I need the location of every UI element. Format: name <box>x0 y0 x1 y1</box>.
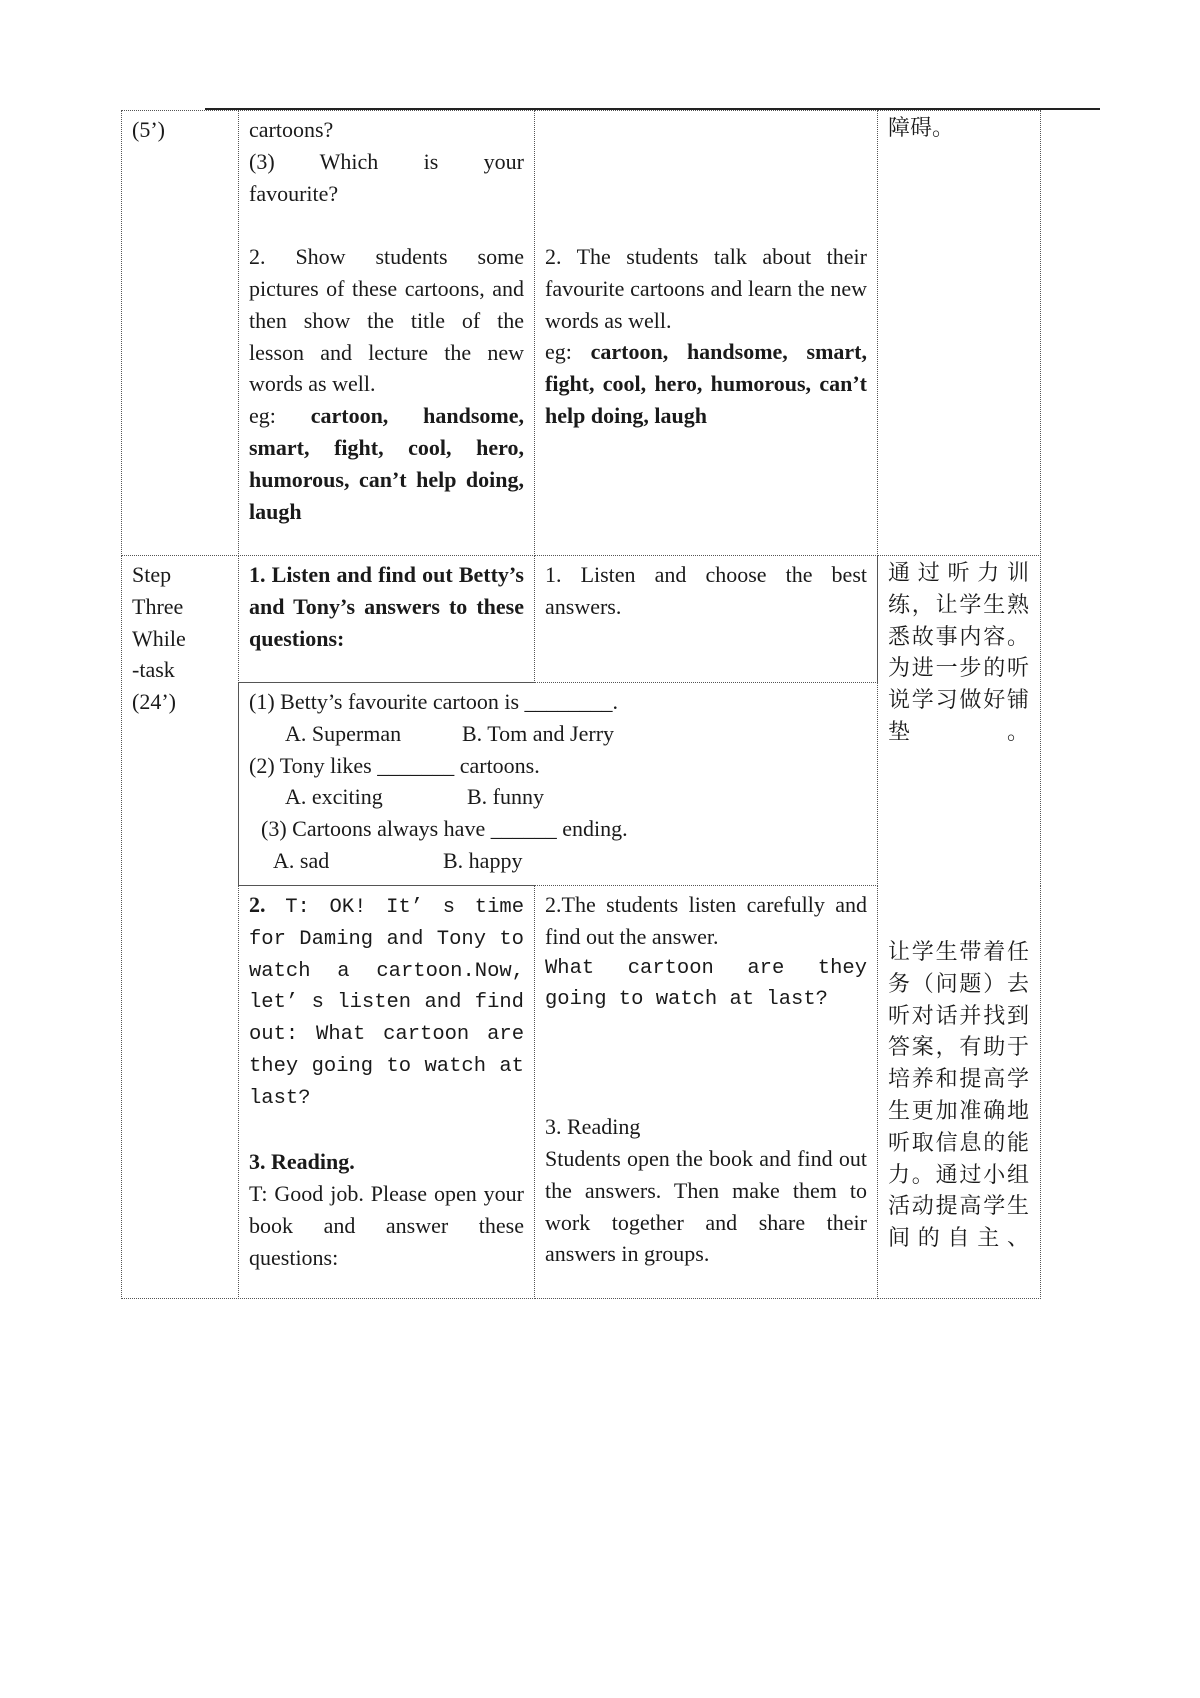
row2-student-1: 1. Listen and choose the best answers. <box>545 562 867 619</box>
row2-student-2-cell <box>534 885 878 1299</box>
row2-teacher-3-text: T: Good job. Please open your book and answer these questions: <box>249 1181 524 1270</box>
question-2-option-a: A. exciting <box>285 784 383 810</box>
question-2-option-b: B. funny <box>467 784 544 810</box>
row1-student-example <box>545 336 867 431</box>
row1-teacher-text-2: 2. Show students some pictures of these cartoons, and then show the title of the lesson and lecture the new words as well. <box>249 244 524 397</box>
row2-purpose-1-cell <box>877 555 1041 886</box>
step-label-4: -task <box>132 657 175 683</box>
row1-teacher-q2: cartoons? <box>249 117 334 142</box>
row2-teacher-1-cell <box>238 555 535 683</box>
step-label-3: While <box>132 625 186 651</box>
row1-purpose: 障碍。 <box>888 116 955 141</box>
question-1: (1) Betty’s favourite cartoon is ________. <box>249 689 619 714</box>
question-1-option-b: B. Tom and Jerry <box>462 720 615 746</box>
question-3-options <box>249 845 867 877</box>
row1-teacher-q3: (3) Which is your favourite? <box>249 148 530 206</box>
row2-step-cell <box>121 555 239 1299</box>
row1-student-activity-2 <box>545 241 867 336</box>
question-3: (3) Cartoons always have ______ ending. <box>261 816 628 842</box>
question-3-option-b: B. happy <box>443 847 523 873</box>
row1-teacher-eg-prefix: eg: <box>249 403 276 429</box>
row1-purpose-cell <box>877 110 1041 556</box>
step-label-5: (24’) <box>132 689 176 715</box>
question-2: (2) Tony likes _______ cartoons. <box>249 752 540 778</box>
row2-teacher-2-cell <box>238 885 535 1299</box>
row1-teacher-eg-words: cartoon, handsome, smart, fight, cool, hero, humorous, can’t help doing, laugh <box>249 403 524 524</box>
row2-teacher-1: 1. Listen and find out Betty’s and Tony’s answers to these questions: <box>249 562 524 651</box>
row1-teacher-cell <box>238 110 535 556</box>
question-1-option-a: A. Superman <box>285 720 402 746</box>
question-3-option-a: A. sad <box>273 847 330 873</box>
row2-student-2-question: What cartoon are they going to watch at last? <box>545 956 867 1012</box>
row1-student-eg-prefix: eg: <box>545 339 572 365</box>
row2-student-1-cell <box>534 555 878 683</box>
row2-teacher-activity-2 <box>249 889 524 1115</box>
question-2-options <box>249 781 867 813</box>
row2-teacher-3-title: 3. Reading. <box>249 1149 355 1175</box>
question-1-options <box>249 718 867 750</box>
row1-teacher-activity-2 <box>249 241 524 400</box>
step-label-2: Three <box>132 593 184 619</box>
row2-purpose-2-cell <box>877 885 1041 1299</box>
row2-student-3-title: 3. Reading <box>545 1114 641 1140</box>
row1-student-cell <box>534 110 878 556</box>
row2-teacher-2-text: T: OK! It’ s time for Daming and Tony to watch a cartoon.Now, let’ s listen and find out: What cartoon are they going to watch at last? <box>249 896 524 1110</box>
row1-teacher-example <box>249 400 524 527</box>
row2-teacher-2-num: 2. <box>249 892 266 917</box>
row1-student-text-2: 2. The students talk about their favourite cartoons and learn the new words as well. <box>545 244 867 333</box>
row2-student-3-text: Students open the book and find out the answers. Then make them to work together and share their answers in groups. <box>545 1145 867 1267</box>
row1-student-eg-words: cartoon, handsome, smart, fight, cool, hero, humorous, can’t help doing, laugh <box>545 339 868 428</box>
row2-purpose-2: 让学生带着任务（问题）去听对话并找到答案，有助于培养和提高学生更加准确地听取信息的能力。通过小组活动提高学生间的自主、 <box>888 940 1030 1252</box>
step-label-1: Step <box>132 562 172 587</box>
row1-time: (5’) <box>132 117 165 142</box>
questions-cell <box>238 682 878 886</box>
row2-student-2-text: 2.The students listen carefully and find out the answer. <box>545 892 867 949</box>
row2-purpose-1: 通过听力训练，让学生熟悉故事内容。为进一步的听说学习做好铺垫。 <box>888 561 1030 745</box>
row1-time-cell <box>121 110 239 556</box>
